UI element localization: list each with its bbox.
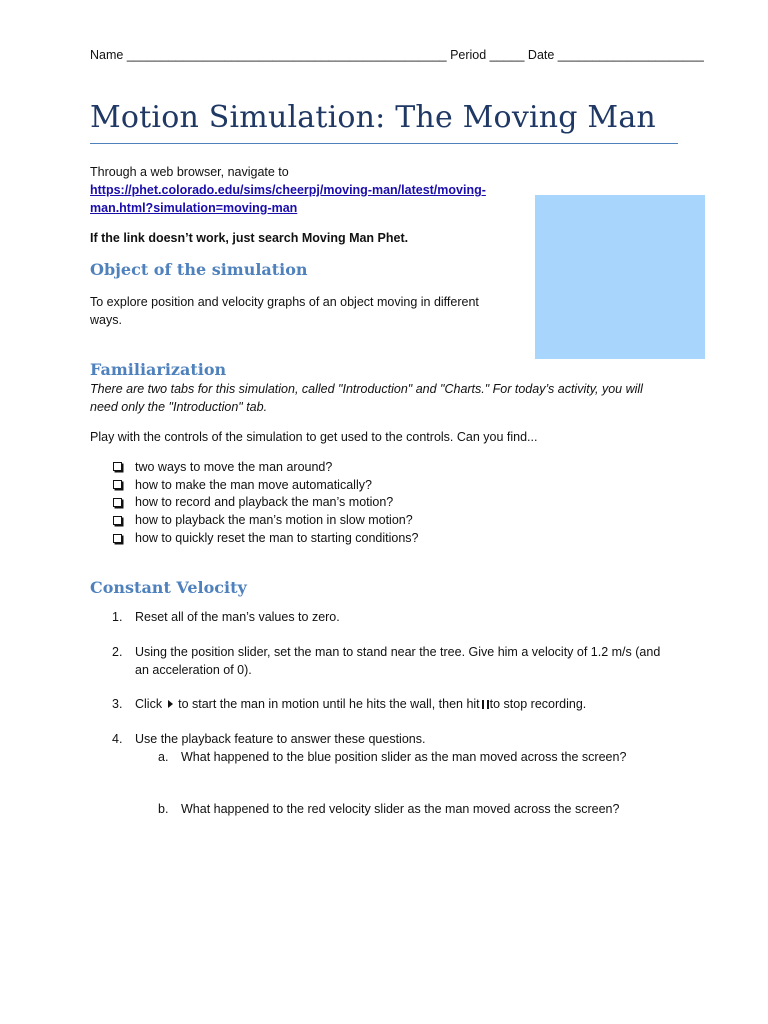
simulation-link-line-1[interactable]: https://phet.colorado.edu/sims/cheerpj/moving-man/latest/moving- [90,183,486,197]
simulation-link-line-2[interactable]: man.html?simulation=moving-man [90,201,298,215]
checklist-item [112,511,418,529]
step-3-text-after: to stop recording. [489,697,587,711]
play-icon [168,700,173,708]
simulation-image-placeholder [535,195,705,359]
controls-checklist [112,458,418,547]
step-text: Use the playback feature to answer these questions. [135,732,426,746]
object-text-line-2: ways. [90,313,122,327]
checklist-item [112,494,418,512]
checklist-item [112,476,418,494]
constant-velocity-heading: Constant Velocity [90,578,247,597]
checkbox-icon[interactable] [113,534,122,543]
step-number: 2. [112,645,123,659]
step-2-continued: an acceleration of 0). [135,663,252,677]
question-text: What happened to the red velocity slider as the man moved across the screen? [181,802,620,816]
checklist-item-text: two ways to move the man around? [135,459,333,474]
pause-icon [482,700,489,709]
familiarization-heading: Familiarization [90,360,227,379]
checkbox-icon[interactable] [113,462,122,471]
checklist-item-text: how to quickly reset the man to starting conditions? [135,531,419,546]
checklist-item-text: how to playback the man’s motion in slow motion? [135,513,413,528]
step-number: 1. [112,610,123,624]
step-text: Using the position slider, set the man to stand near the tree. Give him a velocity of 1.2 m/s (and [135,645,661,659]
familiarization-prompt: Play with the controls of the simulation to get used to the controls. Can you find... [90,430,538,444]
step-text: Reset all of the man’s values to zero. [135,610,340,624]
question-letter: b. [158,802,169,816]
checklist-item [112,529,418,547]
checkbox-icon[interactable] [113,516,122,525]
checklist-item [112,458,418,476]
page-title: Motion Simulation: The Moving Man [90,100,656,135]
question-letter: a. [158,750,169,764]
step-number: 3. [112,697,123,711]
object-heading: Object of the simulation [90,260,308,279]
step-3-text-middle: to start the man in motion until he hits the wall, then hit [178,697,480,711]
navigate-instruction: Through a web browser, navigate to [90,165,289,179]
name-period-date-line: Name ______________________________________________ Period _____ Date _____________________ [90,48,704,62]
step-text [135,695,586,713]
object-text-line-1: To explore position and velocity graphs of an object moving in different [90,295,479,309]
checklist-item-text: how to record and playback the man’s motion? [135,495,394,510]
checkbox-icon[interactable] [113,498,122,507]
step-number: 4. [112,732,123,746]
title-underline [90,143,678,144]
checkbox-icon[interactable] [113,480,122,489]
familiarization-italic-line-2: need only the "Introduction" tab. [90,400,268,414]
familiarization-italic-line-1: There are two tabs for this simulation, called "Introduction" and "Charts." For today’s activity, you will [90,382,643,396]
question-text: What happened to the blue position slider as the man moved across the screen? [181,750,627,764]
step-3-text-before: Click [135,697,163,711]
checklist-item-text: how to make the man move automatically? [135,477,372,492]
fallback-note: If the link doesn’t work, just search Moving Man Phet. [90,231,409,245]
